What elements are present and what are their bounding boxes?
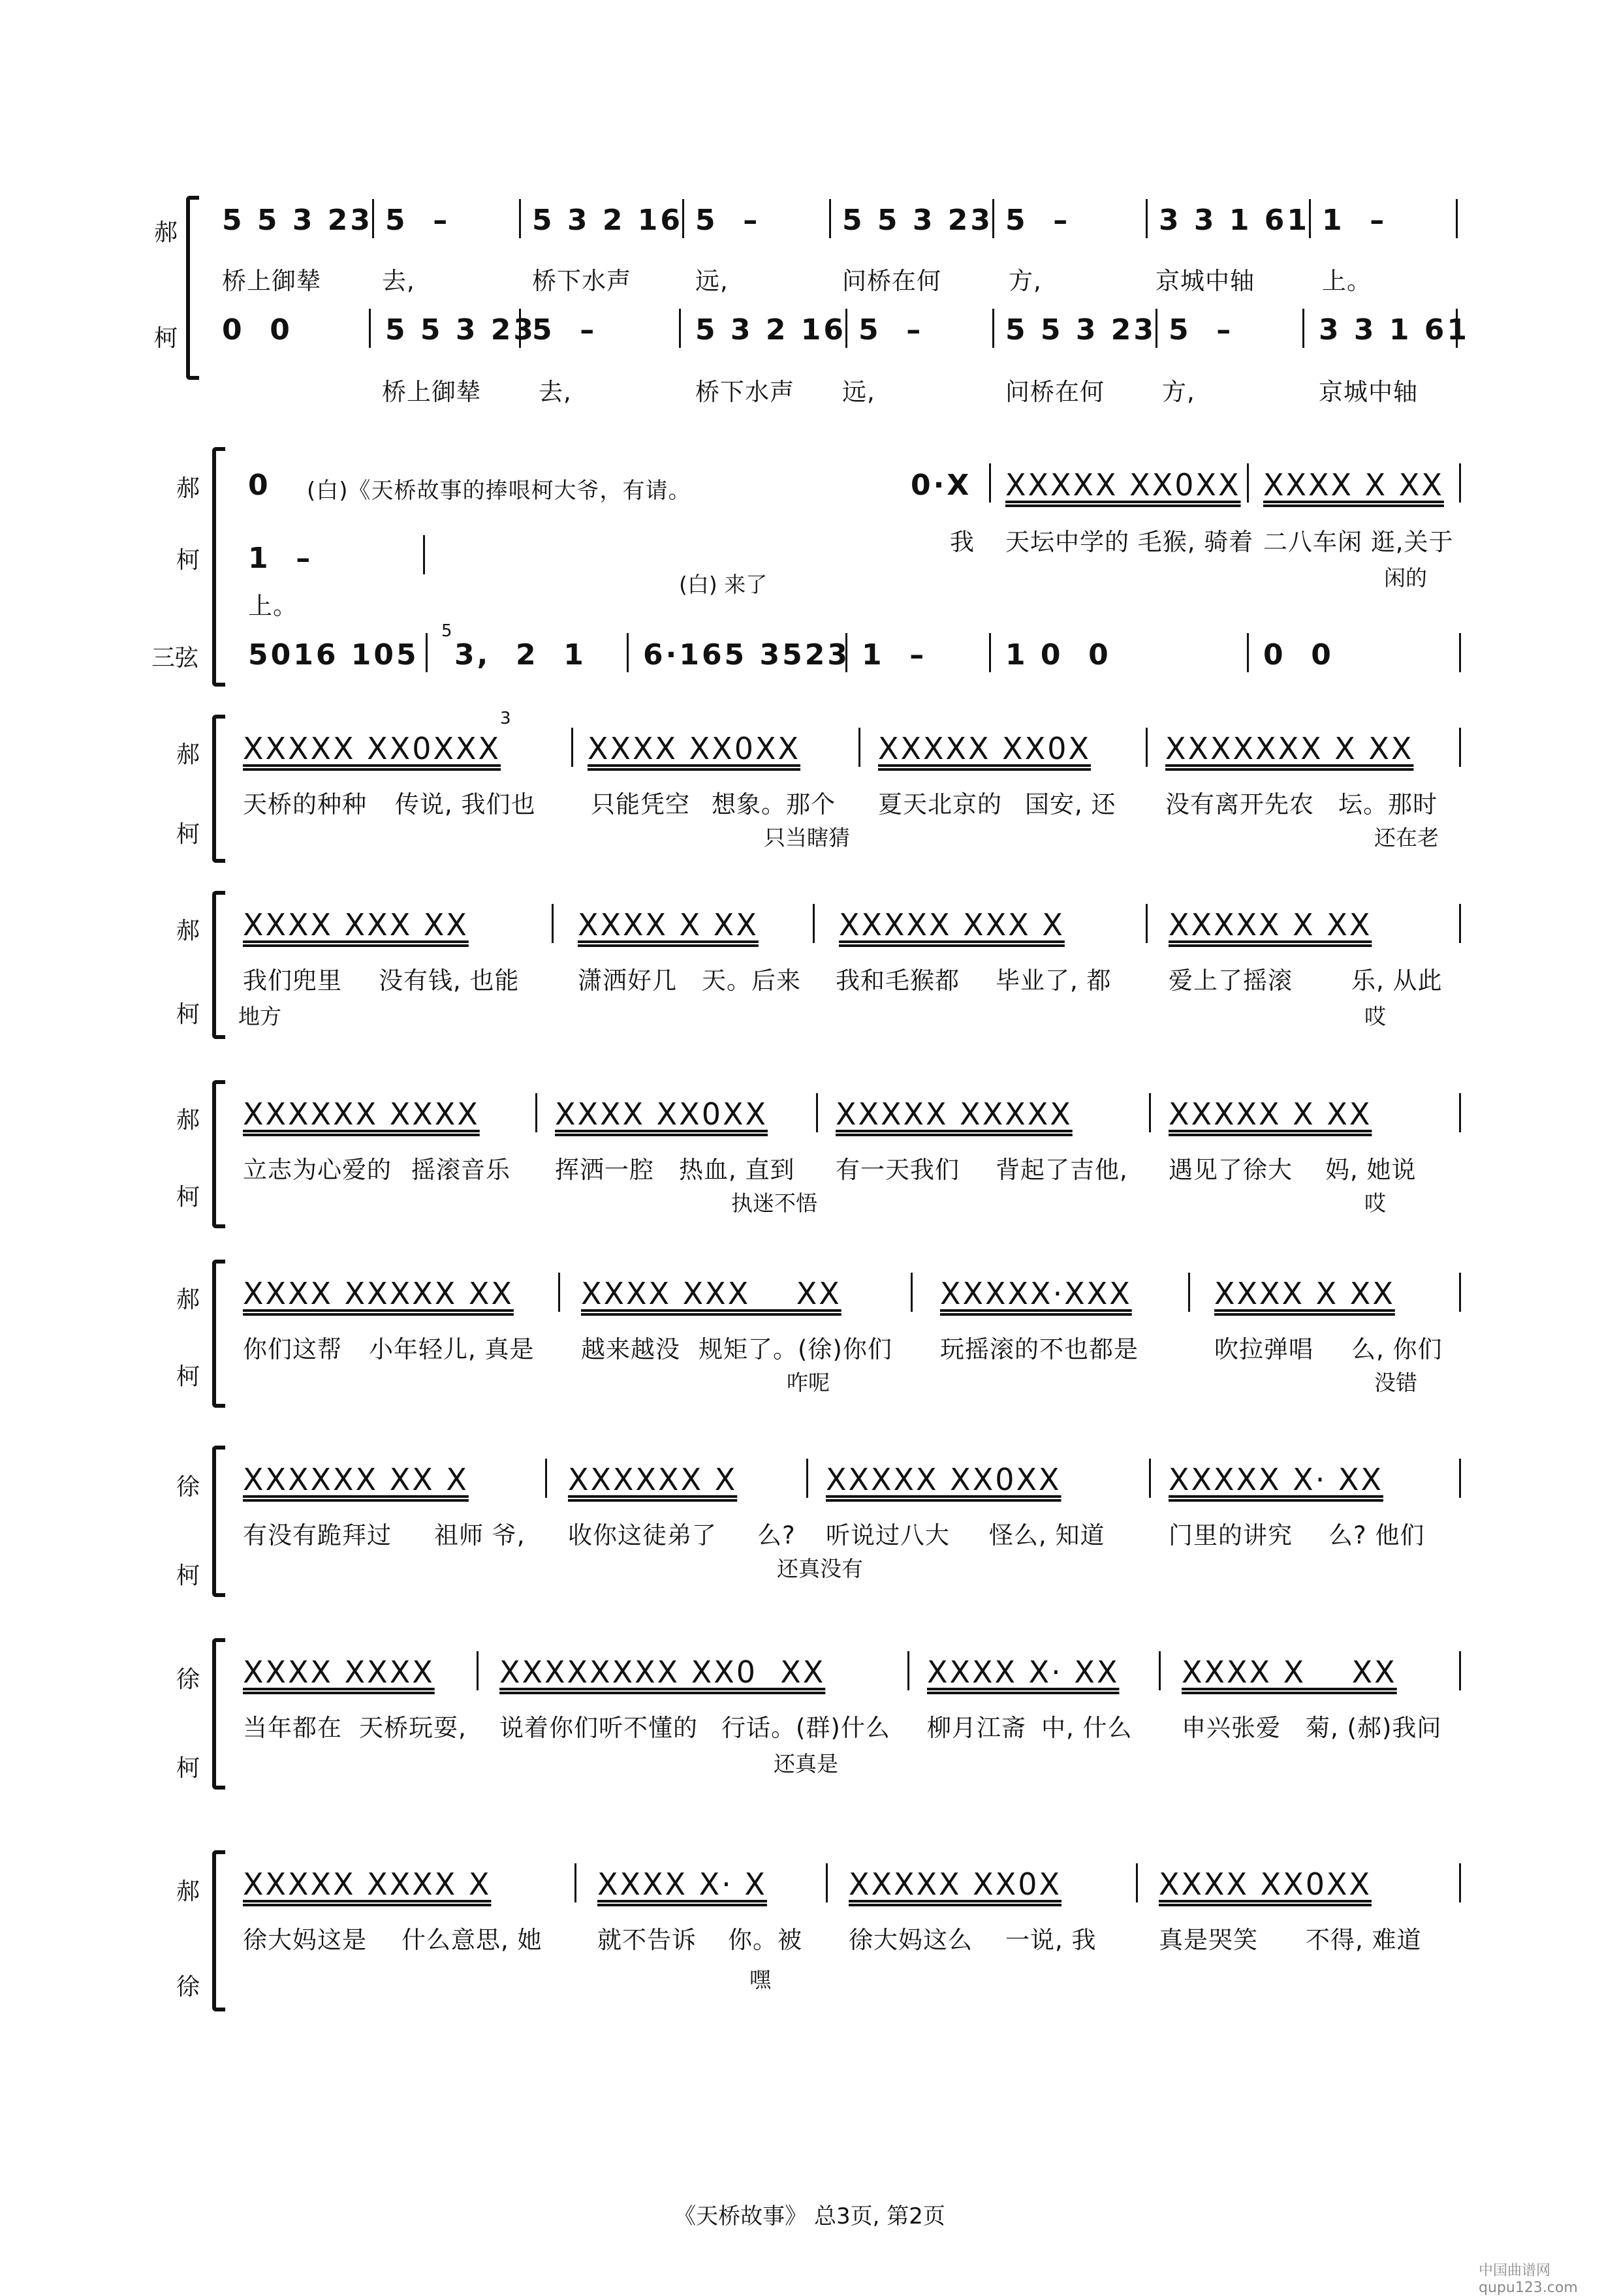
lyric: 你。被 bbox=[728, 1926, 802, 1954]
notes: 1 – bbox=[1322, 204, 1387, 237]
barline bbox=[1146, 199, 1148, 238]
lyric: 远, bbox=[695, 267, 729, 295]
notes: 5 5 3 23 bbox=[842, 204, 994, 237]
barline bbox=[519, 309, 521, 348]
lyric: 坛。那时 bbox=[1338, 790, 1438, 818]
singer-label-xu: 徐 bbox=[176, 1666, 200, 1693]
lyric: 天。后来 bbox=[702, 967, 801, 995]
notes: 0 0 bbox=[222, 313, 292, 347]
lyric: 没错 bbox=[1374, 1370, 1417, 1395]
lyric: 么? 他们 bbox=[1328, 1521, 1425, 1549]
lyric: 传说, 我们也 bbox=[395, 790, 536, 818]
singer-label-ke: 柯 bbox=[176, 1562, 200, 1589]
rest: 0 bbox=[248, 469, 271, 502]
singer-label-ke: 柯 bbox=[176, 1755, 200, 1782]
notes: 5016 105 bbox=[248, 638, 419, 672]
barline bbox=[989, 633, 991, 672]
barline bbox=[423, 535, 425, 574]
barline bbox=[1302, 309, 1304, 348]
barline bbox=[545, 1459, 547, 1498]
lyric: 有一天我们 bbox=[836, 1156, 960, 1184]
singer-label-xu: 徐 bbox=[176, 1974, 200, 2000]
lyric: 毕业了, 都 bbox=[996, 967, 1112, 995]
lyric: 哎 bbox=[1364, 1190, 1386, 1216]
lyric: 夏天北京的 bbox=[878, 790, 1002, 818]
lyric: 还真没有 bbox=[777, 1556, 863, 1581]
rhythm: XXXXX XXXX X bbox=[243, 1867, 492, 1902]
rhythm: XXXXX XX0XXX bbox=[243, 731, 501, 766]
notes: 3, 2 1 bbox=[454, 638, 586, 672]
lyric: 徐大妈这么 bbox=[849, 1926, 973, 1954]
lyric: 玩摇滚的不也都是 bbox=[940, 1335, 1139, 1363]
lyric: 立志为心爱的 bbox=[243, 1156, 392, 1184]
barline bbox=[911, 1273, 913, 1312]
notes: 5 – bbox=[1169, 313, 1234, 347]
barline bbox=[1456, 309, 1458, 348]
barline bbox=[1159, 1651, 1161, 1690]
lyric: 上。 bbox=[248, 592, 298, 620]
notes: 5 3 2 16 bbox=[695, 313, 847, 347]
barline bbox=[813, 904, 815, 943]
notes: 6·165 3523 bbox=[643, 638, 850, 672]
barline bbox=[845, 309, 847, 348]
rhythm: XXXX XXX XX bbox=[581, 1276, 841, 1311]
lyric: 我和毛猴都 bbox=[836, 967, 960, 995]
rhythm: XXXX X XX bbox=[1263, 467, 1444, 503]
singer-label-sanxian: 三弦 bbox=[151, 645, 199, 672]
barline bbox=[372, 199, 374, 238]
lyric: 执迷不悟 bbox=[731, 1190, 817, 1216]
system-5 bbox=[0, 1077, 1619, 1233]
barline bbox=[1459, 904, 1461, 943]
system-brace bbox=[212, 1260, 225, 1408]
lyric: 祖师 爷, bbox=[434, 1521, 526, 1549]
system-3 bbox=[0, 711, 1619, 868]
barline bbox=[1459, 1863, 1461, 1902]
system-6 bbox=[0, 1256, 1619, 1413]
barline bbox=[574, 1863, 576, 1902]
rhythm: XXXXX XXXXX bbox=[836, 1096, 1073, 1132]
lyric: 远, bbox=[842, 378, 875, 406]
notes: 5 – bbox=[385, 204, 450, 237]
tuplet-mark: 3 bbox=[500, 709, 511, 728]
lyric: 咋呢 bbox=[787, 1370, 830, 1395]
lyric: 规矩了。(徐)你们 bbox=[699, 1335, 892, 1363]
singer-label-hao: 郝 bbox=[176, 741, 200, 768]
rhythm: XXXXX X· XX bbox=[1169, 1462, 1383, 1497]
barline bbox=[1247, 633, 1249, 672]
lyric: 行话。(群)什么 bbox=[721, 1714, 890, 1742]
barline bbox=[907, 1651, 909, 1690]
notes: 0 0 bbox=[1263, 638, 1334, 672]
system-brace bbox=[212, 447, 225, 687]
singer-label-ke: 柯 bbox=[176, 1363, 200, 1390]
system-4 bbox=[0, 888, 1619, 1044]
lyric: 我 bbox=[950, 528, 975, 556]
lyric: 怪么, 知道 bbox=[989, 1521, 1105, 1549]
rhythm: XXXX XX0XX bbox=[555, 1096, 768, 1132]
system-brace bbox=[212, 715, 225, 863]
lyric: 你们这帮 bbox=[243, 1335, 342, 1363]
rhythm: XXXXX XXX X bbox=[839, 907, 1065, 942]
rhythm: XXXXX·XXX bbox=[940, 1276, 1132, 1311]
barline bbox=[1459, 1093, 1461, 1132]
singer-label-ke: 柯 bbox=[176, 1001, 200, 1028]
lyric: 什么意思, 她 bbox=[401, 1926, 542, 1954]
notes: 5 3 2 16 bbox=[532, 204, 684, 237]
barline bbox=[1146, 904, 1148, 943]
notes: 3 3 1 61 bbox=[1159, 204, 1310, 237]
barline bbox=[535, 1093, 537, 1132]
singer-label-ke: 柯 bbox=[176, 1184, 200, 1211]
lyric: 有没有跪拜过 bbox=[243, 1521, 392, 1549]
system-brace bbox=[186, 196, 199, 380]
rhythm: XXXXX XX0XX bbox=[826, 1462, 1061, 1497]
singer-label-hao: 郝 bbox=[176, 1107, 200, 1134]
lyric: 问桥在何 bbox=[842, 267, 941, 295]
lyric: 乐, 从此 bbox=[1351, 967, 1443, 995]
singer-label-hao: 郝 bbox=[176, 1878, 200, 1905]
lyric: 摇滚音乐 bbox=[411, 1156, 511, 1184]
lyric: 国安, 还 bbox=[1025, 790, 1116, 818]
system-1 bbox=[0, 189, 1619, 406]
rhythm: XXXXX XX0XX bbox=[1005, 467, 1241, 503]
lyric: 吹拉弹唱 bbox=[1214, 1335, 1313, 1363]
notes: 5 – bbox=[858, 313, 924, 347]
barline bbox=[552, 904, 554, 943]
barline bbox=[1309, 199, 1311, 238]
barline bbox=[992, 309, 994, 348]
barline bbox=[992, 199, 994, 238]
singer-label-ke: 柯 bbox=[176, 821, 200, 848]
lyric: 天桥玩耍, bbox=[359, 1714, 467, 1742]
rhythm: XXXX XX0XX bbox=[1159, 1867, 1372, 1902]
barline bbox=[571, 728, 573, 767]
lyric: 收你这徒弟了 bbox=[568, 1521, 717, 1549]
rhythm: XXXX X· X bbox=[597, 1867, 767, 1902]
lyric: 去, bbox=[539, 378, 572, 406]
rhythm: XXXX XXXX bbox=[243, 1654, 435, 1690]
barline bbox=[816, 1093, 818, 1132]
rhythm: XXXXXX XX X bbox=[243, 1462, 469, 1497]
rhythm: XXXX X· XX bbox=[927, 1654, 1120, 1690]
notes: 1 0 0 bbox=[1005, 638, 1111, 672]
grace-note: 5 bbox=[441, 621, 452, 641]
lyric: 方, bbox=[1162, 378, 1195, 406]
rhythm: XXXXXXXX XX0 XX bbox=[499, 1654, 826, 1690]
lyric: 爱上了摇滚 bbox=[1169, 967, 1293, 995]
lyric: 么? bbox=[757, 1521, 796, 1549]
watermark-logo: 中国曲谱网 qupu123.com bbox=[1479, 2263, 1578, 2296]
system-8 bbox=[0, 1635, 1619, 1792]
barline bbox=[1149, 1459, 1151, 1498]
lyric: 我们兜里 bbox=[243, 967, 342, 995]
lyric: 么, 你们 bbox=[1351, 1335, 1443, 1363]
lyric: 桥下水声 bbox=[532, 267, 631, 295]
lyric: 嘿 bbox=[749, 1967, 771, 1993]
lyric: 京城中轴 bbox=[1155, 267, 1255, 295]
barline bbox=[826, 1863, 828, 1902]
barline bbox=[627, 633, 629, 672]
barline bbox=[519, 199, 521, 238]
lyric: 只能凭空 bbox=[591, 790, 690, 818]
rhythm: XXXX X XX bbox=[1214, 1276, 1395, 1311]
barline bbox=[1459, 1651, 1461, 1690]
system-2 bbox=[0, 444, 1619, 692]
lyric: 当年都在 bbox=[243, 1714, 342, 1742]
notes: 5 5 3 23 bbox=[1005, 313, 1157, 347]
lyric: 闲的 bbox=[1384, 565, 1427, 591]
lyric: 桥上御辇 bbox=[222, 267, 321, 295]
system-brace bbox=[212, 1080, 225, 1228]
system-brace bbox=[212, 1638, 225, 1790]
barline bbox=[1459, 1459, 1461, 1498]
lyric: 越来越没 bbox=[581, 1335, 680, 1363]
lyric: 还真是 bbox=[774, 1751, 838, 1776]
notes: 5 5 3 23 bbox=[222, 204, 373, 237]
system-7 bbox=[0, 1442, 1619, 1599]
rhythm: XXXXX XX0X bbox=[878, 731, 1091, 766]
lyric: 哎 bbox=[1364, 1004, 1386, 1029]
lyric: 小年轻儿, 真是 bbox=[369, 1335, 535, 1363]
lyric: 天坛中学的 毛猴, 骑着 bbox=[1005, 528, 1254, 556]
barline bbox=[858, 728, 860, 767]
rhythm: XXXX X XX bbox=[578, 907, 759, 942]
lyric: 没有离开先农 bbox=[1165, 790, 1314, 818]
lyric: 柳月江斋 bbox=[927, 1714, 1026, 1742]
lyric: 还在老 bbox=[1374, 825, 1439, 850]
barline bbox=[1155, 309, 1157, 348]
barline bbox=[1146, 728, 1148, 767]
barline bbox=[989, 463, 991, 503]
lyric: 方, bbox=[1009, 267, 1042, 295]
page-footer: 《天桥故事》 总3页, 第2页 bbox=[674, 2203, 945, 2229]
lyric: 热血, 直到 bbox=[679, 1156, 795, 1184]
notes: 3 3 1 61 bbox=[1319, 313, 1470, 347]
lyric: 真是哭笑 bbox=[1159, 1926, 1258, 1954]
barline bbox=[806, 1459, 808, 1498]
notes: 1 – bbox=[862, 638, 927, 672]
rhythm: XXXXXXX X XX bbox=[1165, 731, 1414, 766]
lyric: 没有钱, 也能 bbox=[379, 967, 520, 995]
rhythm: XXXX XXXXX XX bbox=[243, 1276, 514, 1311]
barline bbox=[558, 1273, 560, 1312]
rhythm: XXXXXX X bbox=[568, 1462, 738, 1497]
barline bbox=[426, 633, 428, 672]
pickup: 0·X bbox=[911, 469, 972, 502]
lyric: 天桥的种种 bbox=[243, 790, 367, 818]
lyric: 菊, (郝)我问 bbox=[1306, 1714, 1442, 1742]
spoken-line: (白) 来了 bbox=[679, 572, 768, 597]
singer-label-ke: 柯 bbox=[176, 547, 200, 574]
singer-label-xu: 徐 bbox=[176, 1474, 200, 1500]
barline bbox=[1149, 1093, 1151, 1132]
barline bbox=[1136, 1863, 1138, 1902]
lyric: 去, bbox=[382, 267, 415, 295]
lyric: 想象。那个 bbox=[712, 790, 836, 818]
system-brace bbox=[212, 891, 225, 1039]
barline bbox=[679, 309, 681, 348]
notes: 1 – bbox=[248, 542, 313, 575]
system-brace bbox=[212, 1446, 225, 1597]
system-brace bbox=[212, 1850, 225, 2011]
barline bbox=[1459, 728, 1461, 767]
barline bbox=[1247, 463, 1249, 503]
barline bbox=[1459, 1273, 1461, 1312]
singer-label-hao: 郝 bbox=[176, 918, 200, 944]
singer-label-hao: 郝 bbox=[154, 219, 178, 246]
notes: 5 5 3 23 bbox=[385, 313, 537, 347]
barline bbox=[829, 199, 831, 238]
lyric: 问桥在何 bbox=[1005, 378, 1105, 406]
lyric: 挥洒一腔 bbox=[555, 1156, 654, 1184]
notes: 5 – bbox=[1005, 204, 1071, 237]
barline bbox=[369, 309, 371, 348]
lyric: 一说, 我 bbox=[1005, 1926, 1097, 1954]
lyric: 潇洒好几 bbox=[578, 967, 677, 995]
lyric: 桥上御辇 bbox=[382, 378, 481, 406]
rhythm: XXXXX X XX bbox=[1169, 1096, 1372, 1132]
singer-label-hao: 郝 bbox=[176, 1286, 200, 1313]
rhythm: XXXXX XX0X bbox=[849, 1867, 1061, 1902]
singer-label-ke: 柯 bbox=[154, 325, 178, 352]
lyric: 桥下水声 bbox=[695, 378, 794, 406]
lyric: 就不告诉 bbox=[597, 1926, 697, 1954]
lyric: 徐大妈这是 bbox=[243, 1926, 367, 1954]
spoken-line: (白)《天桥故事的捧哏柯大爷，有请。 bbox=[307, 478, 691, 504]
singer-label-hao: 郝 bbox=[176, 475, 200, 502]
lyric: 申兴张爱 bbox=[1182, 1714, 1281, 1742]
lyric: 说着你们听不懂的 bbox=[499, 1714, 698, 1742]
barline bbox=[1188, 1273, 1190, 1312]
barline bbox=[1456, 199, 1458, 238]
rhythm: XXXX XX0XX bbox=[588, 731, 800, 766]
barline bbox=[477, 1651, 479, 1690]
barline bbox=[682, 199, 684, 238]
lyric: 只当瞎猜 bbox=[764, 825, 850, 850]
barline bbox=[1459, 463, 1461, 503]
lyric: 门里的讲究 bbox=[1169, 1521, 1293, 1549]
barline bbox=[845, 633, 847, 672]
rhythm: XXXX X XX bbox=[1182, 1654, 1397, 1690]
system-9 bbox=[0, 1847, 1619, 2017]
lyric: 中, 什么 bbox=[1041, 1714, 1133, 1742]
lyric: 遇见了徐大 bbox=[1169, 1156, 1293, 1184]
lyric: 妈, 她说 bbox=[1325, 1156, 1417, 1184]
lyric: 上。 bbox=[1322, 267, 1372, 295]
rhythm: XXXXX X XX bbox=[1169, 907, 1372, 942]
rhythm: XXXXXX XXXX bbox=[243, 1096, 480, 1132]
lyric: 地方 bbox=[238, 1004, 281, 1029]
lyric: 京城中轴 bbox=[1319, 378, 1418, 406]
notes: 5 – bbox=[532, 313, 597, 347]
rhythm: XXXX XXX XX bbox=[243, 907, 469, 942]
lyric: 不得, 难道 bbox=[1306, 1926, 1422, 1954]
notes: 5 – bbox=[695, 204, 761, 237]
lyric: 听说过八大 bbox=[826, 1521, 950, 1549]
barline bbox=[1459, 633, 1461, 672]
lyric: 二八车闲 逛,关于 bbox=[1263, 528, 1454, 556]
lyric: 背起了吉他, bbox=[996, 1156, 1128, 1184]
